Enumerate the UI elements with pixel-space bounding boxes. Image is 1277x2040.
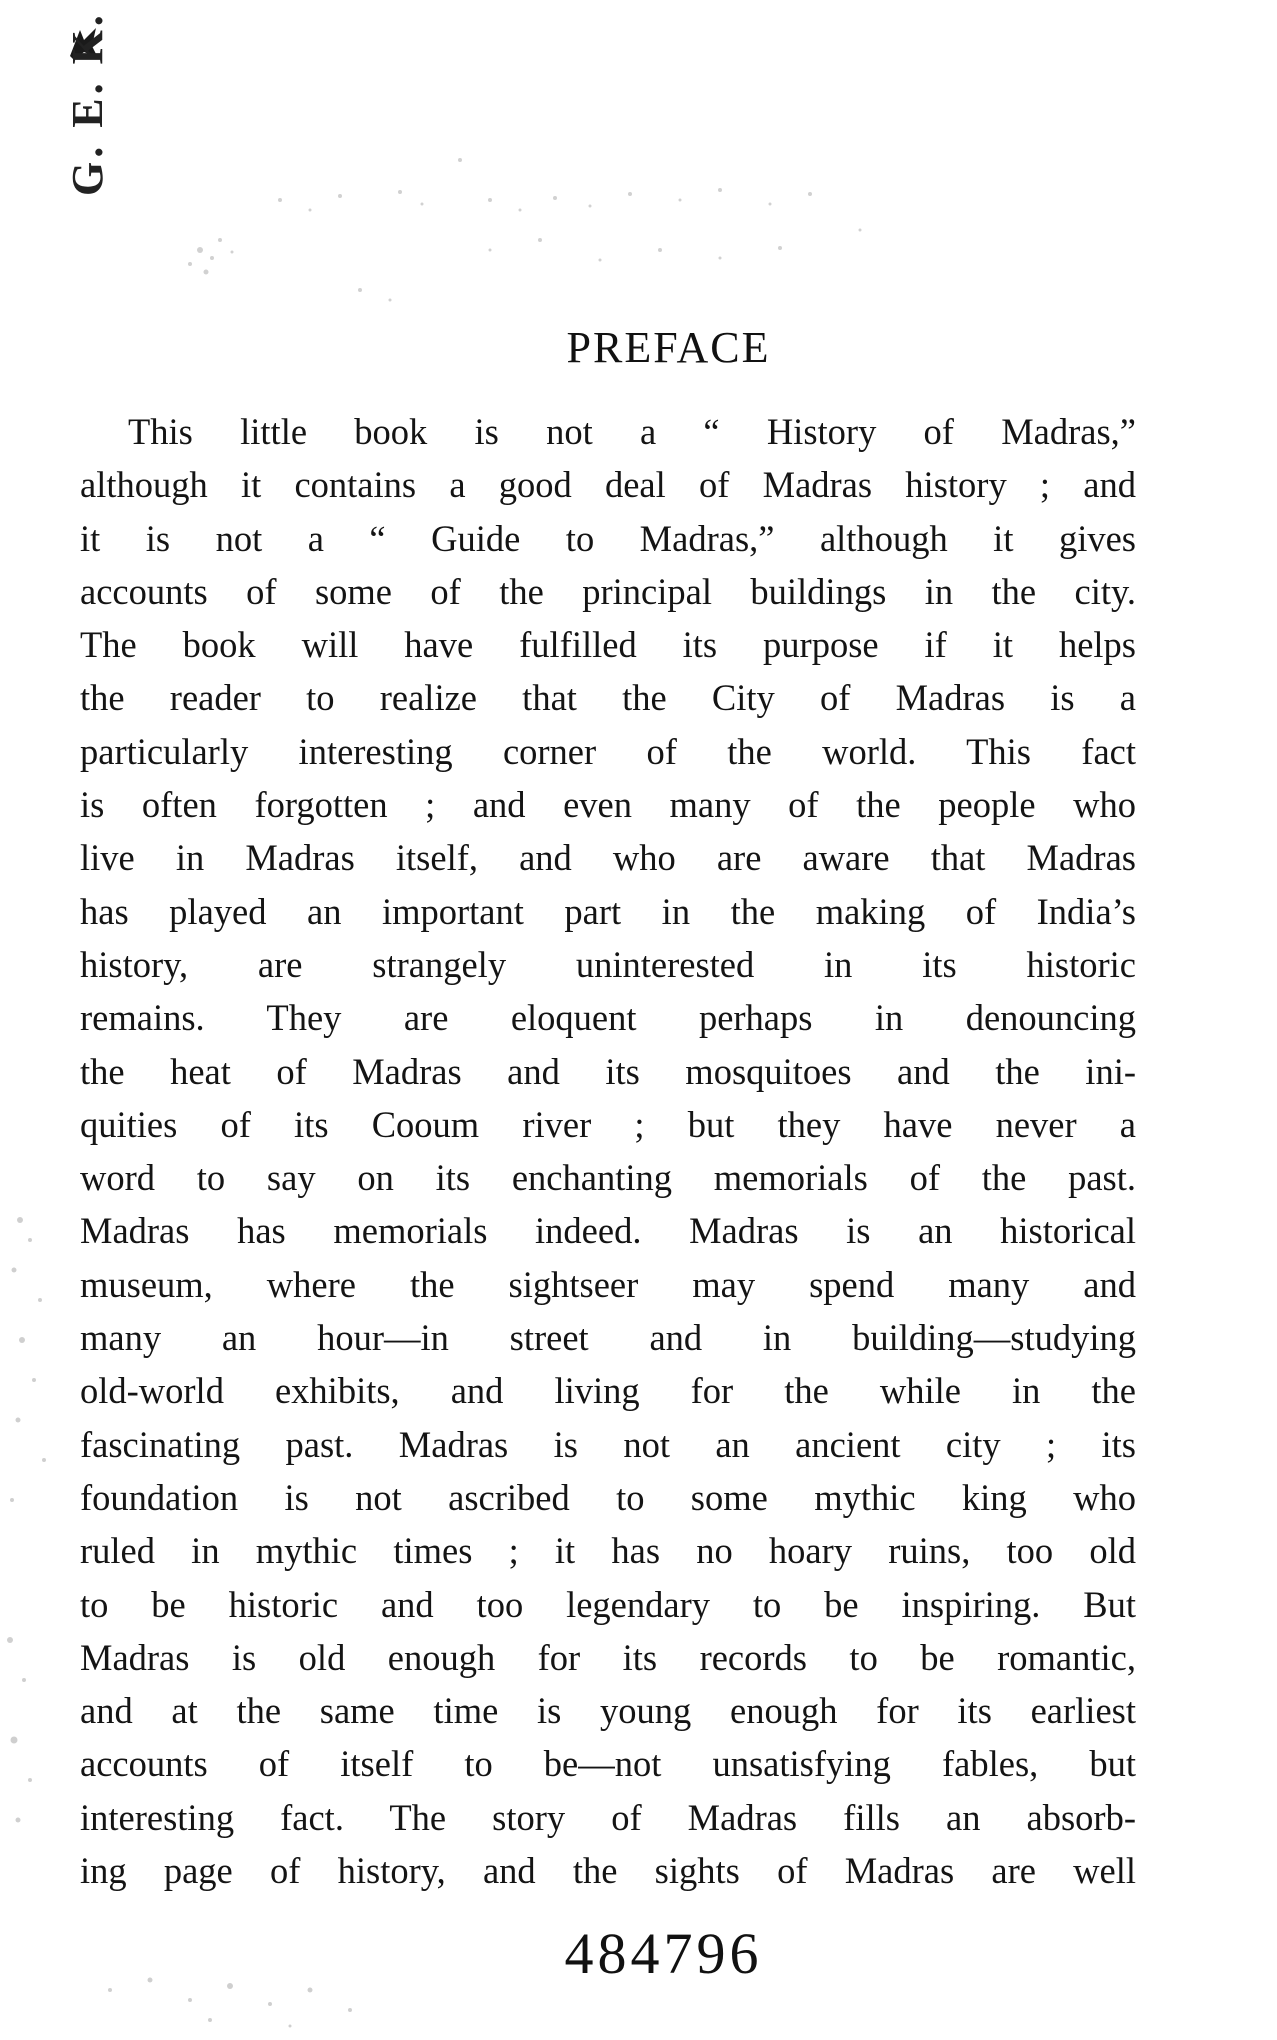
text-line: particularly interesting corner of the world. This fact: [80, 730, 1136, 772]
text-line: and at the same time is young enough for its earliest: [80, 1690, 1136, 1732]
text-line: the reader to realize that the City of Madras is a: [80, 677, 1136, 719]
text-line: This little book is not a “ History of Madras,”: [128, 411, 1136, 452]
text-line: has played an important part in the making of India’s: [80, 890, 1136, 932]
text-line: word to say on its enchanting memorials of the past.: [80, 1157, 1136, 1199]
text-line: live in Madras itself, and who are aware that Madras: [80, 837, 1136, 879]
text-line: quities of its Cooum river ; but they have never a: [80, 1103, 1136, 1145]
catalog-number: 484796: [564, 1921, 763, 1986]
bleed-through-smudge-top: [160, 140, 920, 340]
page-title: PREFACE: [566, 323, 771, 372]
text-line: accounts of itself to be—not unsatisfying fables, but: [80, 1743, 1136, 1785]
preface-body: [80, 405, 1136, 1897]
stamp-initials: G. E. K.: [63, 11, 112, 196]
text-line: it is not a “ Guide to Madras,” although it gives: [80, 517, 1136, 559]
text-line: museum, where the sightseer may spend many and: [80, 1263, 1136, 1305]
library-stamp: [52, 11, 112, 206]
text-line: old-world exhibits, and living for the while in the: [80, 1370, 1136, 1412]
text-line: the heat of Madras and its mosquitoes and the ini-: [80, 1050, 1136, 1092]
text-line: many an hour—in street and in building—studying: [80, 1317, 1136, 1359]
text-line: fascinating past. Madras is not an ancient city ; its: [80, 1423, 1136, 1465]
text-line: The book will have fulfilled its purpose if it helps: [80, 624, 1136, 666]
text-line: ruled in mythic times ; it has no hoary ruins, too old: [80, 1530, 1136, 1572]
text-line: to be historic and too legendary to be inspiring. But: [80, 1583, 1136, 1625]
text-line: Madras has memorials indeed. Madras is an historical: [80, 1210, 1136, 1252]
text-line: Madras is old enough for its records to be romantic,: [80, 1636, 1136, 1678]
text-line: interesting fact. The story of Madras fills an absorb-: [80, 1796, 1136, 1838]
text-line: although it contains a good deal of Madras history ; and: [80, 464, 1136, 506]
text-line: accounts of some of the principal buildings in the city.: [80, 570, 1136, 612]
text-line: remains. They are eloquent perhaps in denouncing: [80, 997, 1136, 1039]
edge-smudge-left: [0, 1180, 70, 1880]
text-line: ing page of history, and the sights of Madras are well: [80, 1850, 1136, 1892]
text-line: is often forgotten ; and even many of the people who: [80, 784, 1136, 826]
text-line: foundation is not ascribed to some mythic king who: [80, 1476, 1136, 1518]
text-line: history, are strangely uninterested in its historic: [80, 943, 1136, 985]
